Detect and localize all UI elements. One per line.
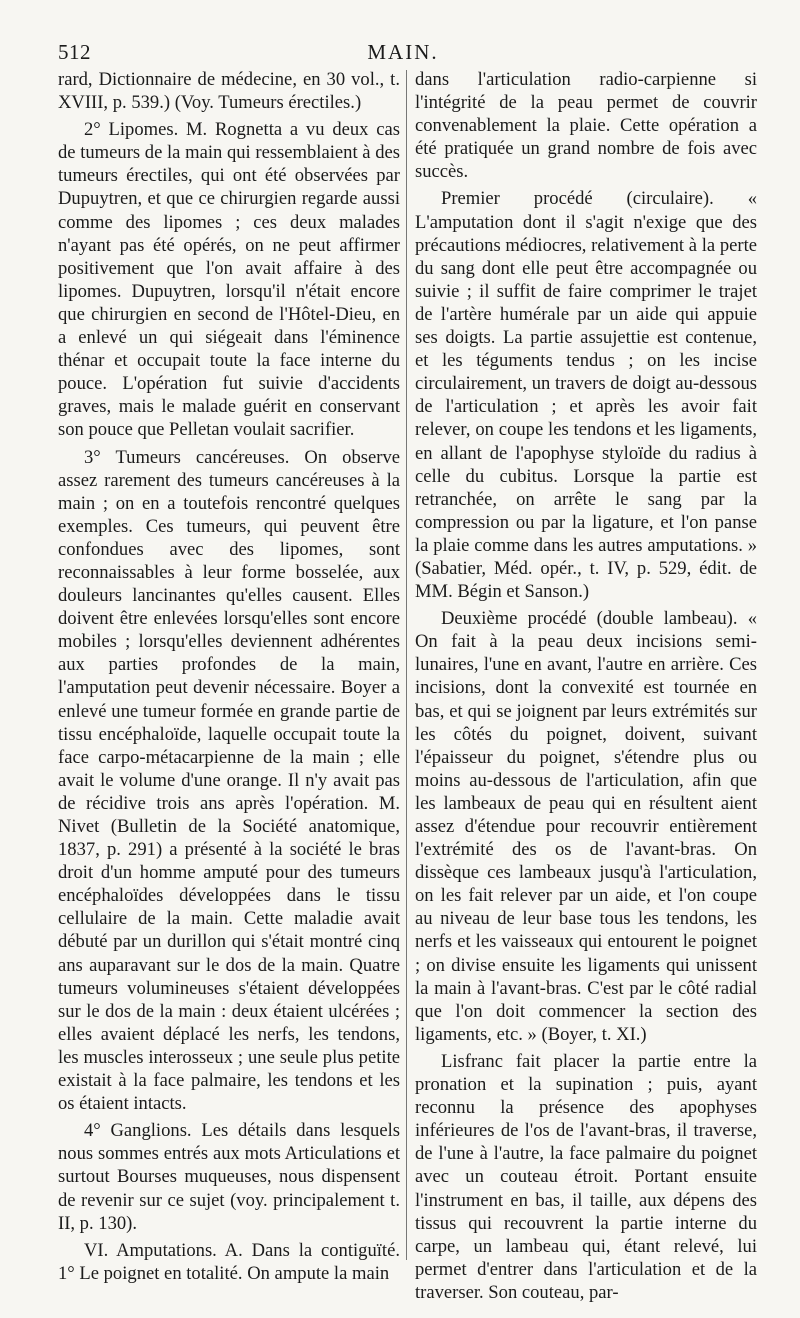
paragraph-amputations: VI. Amputations. A. Dans la contiguïté. 1° Le poignet en totalité. On ampute la main (58, 1239, 400, 1284)
paragraph-premier-procede: Premier procédé (circulaire). « L'amputation dont il s'agit n'exige que des précautions médiocres, relativement à la perte du sang dont elle peut être accompagnée ou suivie ; il suffit de faire comprimer le trajet de l'artère humérale par un aide qui appuie ses doigts. La partie assujettie est contenue, et les téguments tendus ; on les incise circulairement, un travers de doigt au-dessous de l'articulation ; et après les avoir fait relever, on coupe les tendons et les ligaments, en allant de l'apophyse styloïde du radius à celle du cubitus. Lorsque la partie est retranchée, on arrête le sang par la compression ou par la ligature, et l'on panse la plaie comme dans les autres amputations. » (Sabatier, Méd. opér., t. IV, p. 529, édit. de MM. Bégin et Sanson.) (415, 188, 757, 603)
paragraph: dans l'articulation radio-carpienne si l'intégrité de la peau permet de couvrir convenablement la plaie. Cette opération a été pratiquée un grand nombre de fois avec succès. (415, 69, 757, 183)
paragraph: rard, Dictionnaire de médecine, en 30 vol., t. XVIII, p. 539.) (Voy. Tumeurs érectiles.) (58, 69, 400, 114)
paragraph-tumeurs-cancereuses: 3° Tumeurs cancéreuses. On observe assez rarement des tumeurs cancéreuses à la main ; on en a toutefois rencontré quelques exemples. Ces tumeurs, qui peuvent être confondues avec des lipomes, sont reconnaissables à leur forme bosselée, aux douleurs lancinantes qu'elles causent. Elles doivent être enlevées lorsqu'elles sont encore mobiles ; lorsqu'elles deviennent adhérentes aux parties profondes de la main, l'amputation peut devenir nécessaire. Boyer a enlevé une tumeur formée en grande partie de tissu encéphaloïde, laquelle occupait toute la face carpo-métacarpienne de la main ; elle avait le volume d'une orange. Il n'y avait pas de récidive trois ans après l'opération. M. Nivet (Bulletin de la Société anatomique, 1837, p. 291) a présenté à la société le bras droit d'un homme amputé pour des tumeurs encéphaloïdes développées dans le tissu cellulaire de la main. Cette maladie avait débuté par un durillon qui s'était montré cinq ans auparavant sur le dos de la main. Quatre tumeurs volumineuses s'étaient développées sur le dos de la main : deux étaient ulcérées ; elles avaient déplacé les nerfs, les tendons, les muscles interosseux ; une seule plus petite existait à la face palmaire, les tendons et les os étaient intacts. (58, 446, 400, 1115)
column-divider (406, 70, 407, 1260)
paragraph-lipomes: 2° Lipomes. M. Rognetta a vu deux cas de tumeurs de la main qui ressemblaient à des tumeurs érectiles, qui ont été observées par Dupuytren, et que ce chirurgien regarde aussi comme des lipomes ; ces deux malades n'ayant pas été opérés, on ne peut affirmer positivement que l'on avait affaire à des lipomes. Dupuytren, lorsqu'il n'était encore que chirurgien en second de l'Hôtel-Dieu, en a enlevé un qui siégeait dans l'éminence thénar et occupait toute la face interne du pouce. L'opération fut suivie d'accidents graves, mais le malade guérit en conservant son pouce que Pelletan voulait sacrifier. (58, 119, 400, 441)
paragraph-ganglions: 4° Ganglions. Les détails dans lesquels nous sommes entrés aux mots Articulations et surtout Bourses muqueuses, nous dispensent de revenir sur ce sujet (voy. principalement t. II, p. 130). (58, 1120, 400, 1234)
page-number: 512 (58, 40, 91, 64)
paragraph-deuxieme-procede: Deuxième procédé (double lambeau). « On fait à la peau deux incisions semi-lunaires, l'une en avant, l'autre en arrière. Ces incisions, dont la convexité est tournée en bas, et qui se joignent par leurs extrémités sur les côtés du poignet, doivent, suivant l'épaisseur du poignet, s'étendre plus ou moins au-dessous de l'articulation, afin que les lambeaux de peau qui en résultent aient assez d'étendue pour recouvrir entièrement l'extrémité des os de l'avant-bras. On dissèque ces lambeaux jusqu'à l'articulation, on les fait relever par un aide, et l'on coupe au niveau de leur base tous les tendons, les nerfs et les vaisseaux qui entourent le poignet ; on divise ensuite les ligaments qui unissent la main à l'avant-bras. C'est par le côté radial que l'on doit commencer la section des ligaments, etc. » (Boyer, t. XI.) (415, 608, 757, 1045)
paragraph-lisfranc: Lisfranc fait placer la partie entre la pronation et la supination ; puis, ayant reconnu la présence des apophyses inférieures de l'os de l'avant-bras, il traverse, de l'une à l'autre, la face palmaire du poignet avec un couteau étroit. Portant ensuite l'instrument en bas, il taille, aux dépens des tissus qui recouvrent la partie interne du carpe, un lambeau qui, étant relevé, lui permet d'entrer dans l'articulation et de la traverser. Son couteau, par- (415, 1050, 757, 1303)
left-column (58, 68, 400, 1289)
page-header (58, 40, 748, 66)
right-column (415, 68, 757, 1308)
running-title: MAIN. (367, 40, 439, 64)
